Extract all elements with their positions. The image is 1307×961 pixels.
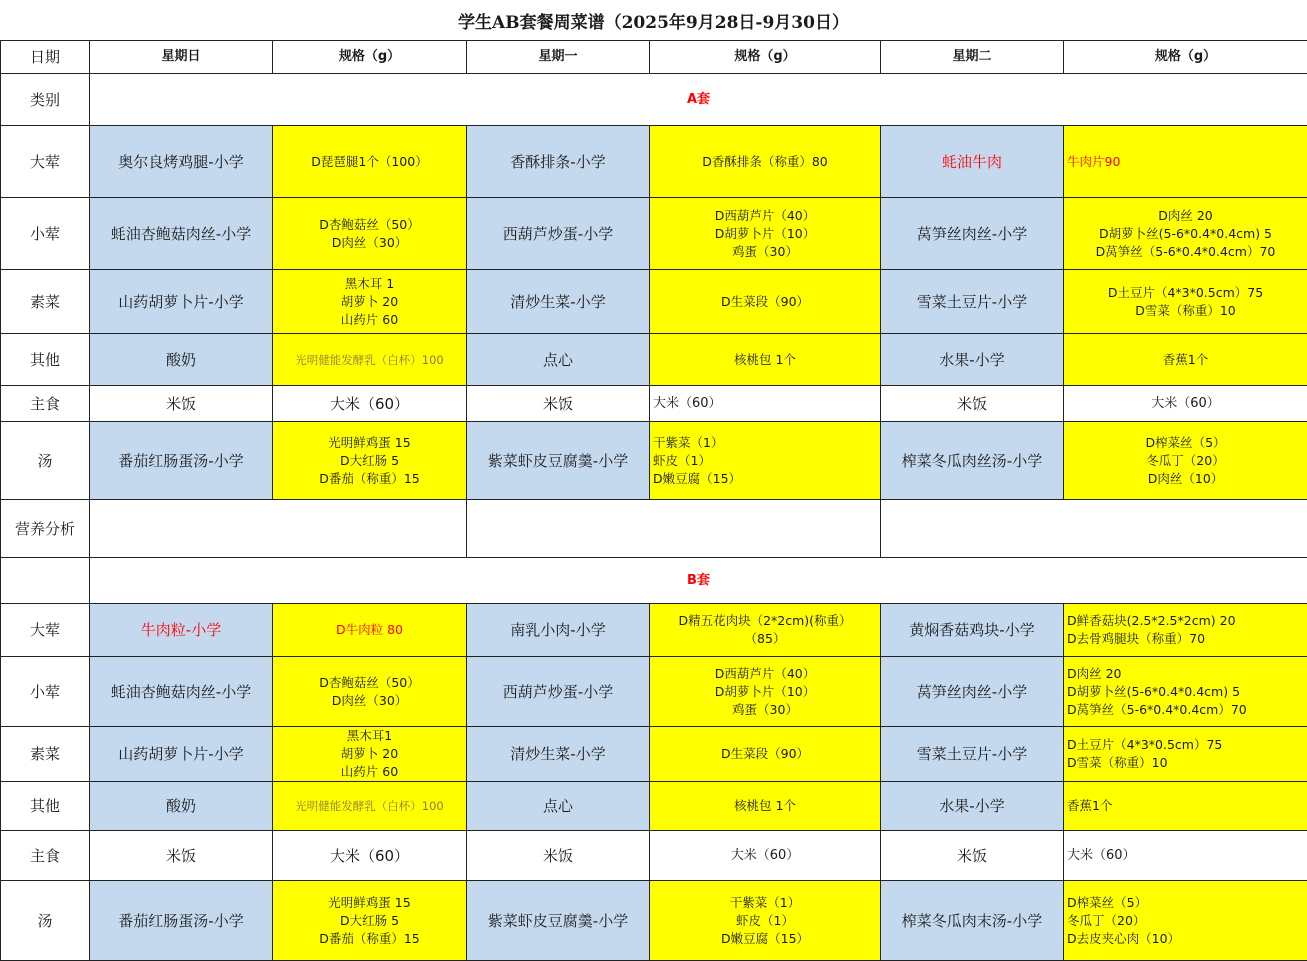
table-row bbox=[1, 386, 1307, 422]
dish-cell: 米饭 bbox=[467, 831, 650, 881]
row-label: 主食 bbox=[1, 831, 90, 881]
dish-cell: 蚝油牛肉 bbox=[881, 126, 1064, 198]
table-row bbox=[1, 198, 1307, 270]
dish-cell: 米饭 bbox=[881, 386, 1064, 422]
page-title: 学生AB套餐周菜谱（2025年9月28日-9月30日） bbox=[458, 12, 849, 33]
spec-cell: 黑木耳1 胡萝卜 20 山药片 60 bbox=[273, 727, 467, 782]
dish-cell: 牛肉粒-小学 bbox=[90, 604, 273, 657]
set-b-row bbox=[1, 558, 1307, 604]
set-a-row bbox=[1, 74, 1307, 126]
day-header-tuesday: 星期二 bbox=[881, 41, 1064, 74]
set-a-name: A套 bbox=[90, 74, 1307, 126]
dish-cell: 黄焖香菇鸡块-小学 bbox=[881, 604, 1064, 657]
spec-cell: D西葫芦片（40） D胡萝卜片（10） 鸡蛋（30） bbox=[650, 657, 881, 727]
spec-cell: D肉丝 20 D胡萝卜丝(5-6*0.4*0.4cm) 5 D莴笋丝（5-6*0.4*0.4cm）70 bbox=[1064, 198, 1307, 270]
dish-cell: 番茄红肠蛋汤-小学 bbox=[90, 422, 273, 500]
date-header: 日期 bbox=[1, 41, 90, 74]
spec-cell: D鲜香菇块(2.5*2.5*2cm) 20 D去骨鸡腿块（称重）70 bbox=[1064, 604, 1307, 657]
table-row bbox=[1, 727, 1307, 782]
spec-cell: 光明健能发酵乳（白杯）100 bbox=[273, 334, 467, 386]
spec-cell: 光明鲜鸡蛋 15 D大红肠 5 D番茄（称重）15 bbox=[273, 422, 467, 500]
table-row bbox=[1, 881, 1307, 961]
spec-cell: D杏鲍菇丝（50） D肉丝（30） bbox=[273, 657, 467, 727]
spec-cell: 大米（60） bbox=[1064, 831, 1307, 881]
row-label: 汤 bbox=[1, 881, 90, 961]
dish-cell: 蚝油杏鲍菇肉丝-小学 bbox=[90, 198, 273, 270]
spec-cell: D榨菜丝（5） 冬瓜丁（20） D去皮夹心肉（10） bbox=[1064, 881, 1307, 961]
spec-cell: D琵琶腿1个（100） bbox=[273, 126, 467, 198]
dish-cell: 点心 bbox=[467, 334, 650, 386]
dish-cell: 米饭 bbox=[881, 831, 1064, 881]
dish-cell: 山药胡萝卜片-小学 bbox=[90, 727, 273, 782]
dish-cell: 米饭 bbox=[467, 386, 650, 422]
dish-cell: 西葫芦炒蛋-小学 bbox=[467, 657, 650, 727]
dish-cell: 水果-小学 bbox=[881, 334, 1064, 386]
spec-cell: 光明健能发酵乳（白杯）100 bbox=[273, 782, 467, 831]
dish-cell: 米饭 bbox=[90, 386, 273, 422]
row-label: 主食 bbox=[1, 386, 90, 422]
dish-cell: 榨菜冬瓜肉丝汤-小学 bbox=[881, 422, 1064, 500]
table-row bbox=[1, 422, 1307, 500]
spec-header: 规格（g） bbox=[1064, 41, 1307, 74]
row-label: 大荤 bbox=[1, 126, 90, 198]
dish-cell: 香酥排条-小学 bbox=[467, 126, 650, 198]
spec-cell: 干紫菜（1） 虾皮（1） D嫩豆腐（15） bbox=[650, 881, 881, 961]
spec-cell: D香酥排条（称重）80 bbox=[650, 126, 881, 198]
dish-cell: 莴笋丝肉丝-小学 bbox=[881, 657, 1064, 727]
nutrition-row bbox=[1, 500, 1307, 558]
spec-cell: 大米（60） bbox=[650, 831, 881, 881]
dish-cell: 酸奶 bbox=[90, 334, 273, 386]
dish-cell: 酸奶 bbox=[90, 782, 273, 831]
table-row bbox=[1, 831, 1307, 881]
dish-cell: 南乳小肉-小学 bbox=[467, 604, 650, 657]
dish-cell: 奥尔良烤鸡腿-小学 bbox=[90, 126, 273, 198]
spec-cell: 光明鲜鸡蛋 15 D大红肠 5 D番茄（称重）15 bbox=[273, 881, 467, 961]
nutrition-cell bbox=[881, 500, 1307, 558]
row-label: 其他 bbox=[1, 334, 90, 386]
dish-cell: 米饭 bbox=[90, 831, 273, 881]
spec-cell: 大米（60） bbox=[1064, 386, 1307, 422]
table-row bbox=[1, 270, 1307, 334]
spec-header: 规格（g） bbox=[650, 41, 881, 74]
row-label: 其他 bbox=[1, 782, 90, 831]
header-row bbox=[1, 41, 1307, 74]
dish-cell: 蚝油杏鲍菇肉丝-小学 bbox=[90, 657, 273, 727]
dish-cell: 番茄红肠蛋汤-小学 bbox=[90, 881, 273, 961]
dish-cell: 点心 bbox=[467, 782, 650, 831]
category-label: 类别 bbox=[1, 74, 90, 126]
spec-cell: 牛肉片90 bbox=[1064, 126, 1307, 198]
spec-cell: 大米（60） bbox=[650, 386, 881, 422]
nutrition-cell bbox=[467, 500, 881, 558]
spec-cell: 干紫菜（1） 虾皮（1） D嫩豆腐（15） bbox=[650, 422, 881, 500]
spec-cell: 大米（60） bbox=[273, 831, 467, 881]
nutrition-label: 营养分析 bbox=[1, 500, 90, 558]
row-label: 大荤 bbox=[1, 604, 90, 657]
spec-cell: D西葫芦片（40） D胡萝卜片（10） 鸡蛋（30） bbox=[650, 198, 881, 270]
row-label: 汤 bbox=[1, 422, 90, 500]
spec-cell: 黑木耳 1 胡萝卜 20 山药片 60 bbox=[273, 270, 467, 334]
spec-cell: 香蕉1个 bbox=[1064, 334, 1307, 386]
dish-cell: 紫菜虾皮豆腐羹-小学 bbox=[467, 881, 650, 961]
table-row bbox=[1, 657, 1307, 727]
dish-cell: 西葫芦炒蛋-小学 bbox=[467, 198, 650, 270]
spec-cell: D杏鲍菇丝（50） D肉丝（30） bbox=[273, 198, 467, 270]
row-label: 素菜 bbox=[1, 270, 90, 334]
nutrition-cell bbox=[90, 500, 467, 558]
spec-cell: D牛肉粒 80 bbox=[273, 604, 467, 657]
spec-cell: 核桃包 1个 bbox=[650, 782, 881, 831]
row-label: 小荤 bbox=[1, 198, 90, 270]
spec-cell: D土豆片（4*3*0.5cm）75 D雪菜（称重）10 bbox=[1064, 270, 1307, 334]
row-label: 素菜 bbox=[1, 727, 90, 782]
spec-cell: D土豆片（4*3*0.5cm）75 D雪菜（称重）10 bbox=[1064, 727, 1307, 782]
dish-cell: 雪菜土豆片-小学 bbox=[881, 270, 1064, 334]
table-row bbox=[1, 604, 1307, 657]
spec-cell: 大米（60） bbox=[273, 386, 467, 422]
dish-cell: 莴笋丝肉丝-小学 bbox=[881, 198, 1064, 270]
table-row bbox=[1, 334, 1307, 386]
dish-cell: 紫菜虾皮豆腐羹-小学 bbox=[467, 422, 650, 500]
dish-cell: 清炒生菜-小学 bbox=[467, 727, 650, 782]
dish-cell: 雪菜土豆片-小学 bbox=[881, 727, 1064, 782]
spec-cell: 香蕉1个 bbox=[1064, 782, 1307, 831]
blank-cell bbox=[1, 558, 90, 604]
spec-cell: D生菜段（90） bbox=[650, 270, 881, 334]
table-row bbox=[1, 126, 1307, 198]
set-b-name: B套 bbox=[90, 558, 1307, 604]
spec-cell: D肉丝 20 D胡萝卜丝(5-6*0.4*0.4cm) 5 D莴笋丝（5-6*0.4*0.4cm）70 bbox=[1064, 657, 1307, 727]
day-header-monday: 星期一 bbox=[467, 41, 650, 74]
spec-cell: D榨菜丝（5） 冬瓜丁（20） D肉丝（10） bbox=[1064, 422, 1307, 500]
spec-cell: D精五花肉块（2*2cm)(称重） （85） bbox=[650, 604, 881, 657]
dish-cell: 榨菜冬瓜肉末汤-小学 bbox=[881, 881, 1064, 961]
dish-cell: 清炒生菜-小学 bbox=[467, 270, 650, 334]
spec-cell: 核桃包 1个 bbox=[650, 334, 881, 386]
row-label: 小荤 bbox=[1, 657, 90, 727]
day-header-sunday: 星期日 bbox=[90, 41, 273, 74]
dish-cell: 水果-小学 bbox=[881, 782, 1064, 831]
spec-header: 规格（g） bbox=[273, 41, 467, 74]
menu-table bbox=[0, 40, 1307, 961]
spec-cell: D生菜段（90） bbox=[650, 727, 881, 782]
dish-cell: 山药胡萝卜片-小学 bbox=[90, 270, 273, 334]
table-row bbox=[1, 782, 1307, 831]
